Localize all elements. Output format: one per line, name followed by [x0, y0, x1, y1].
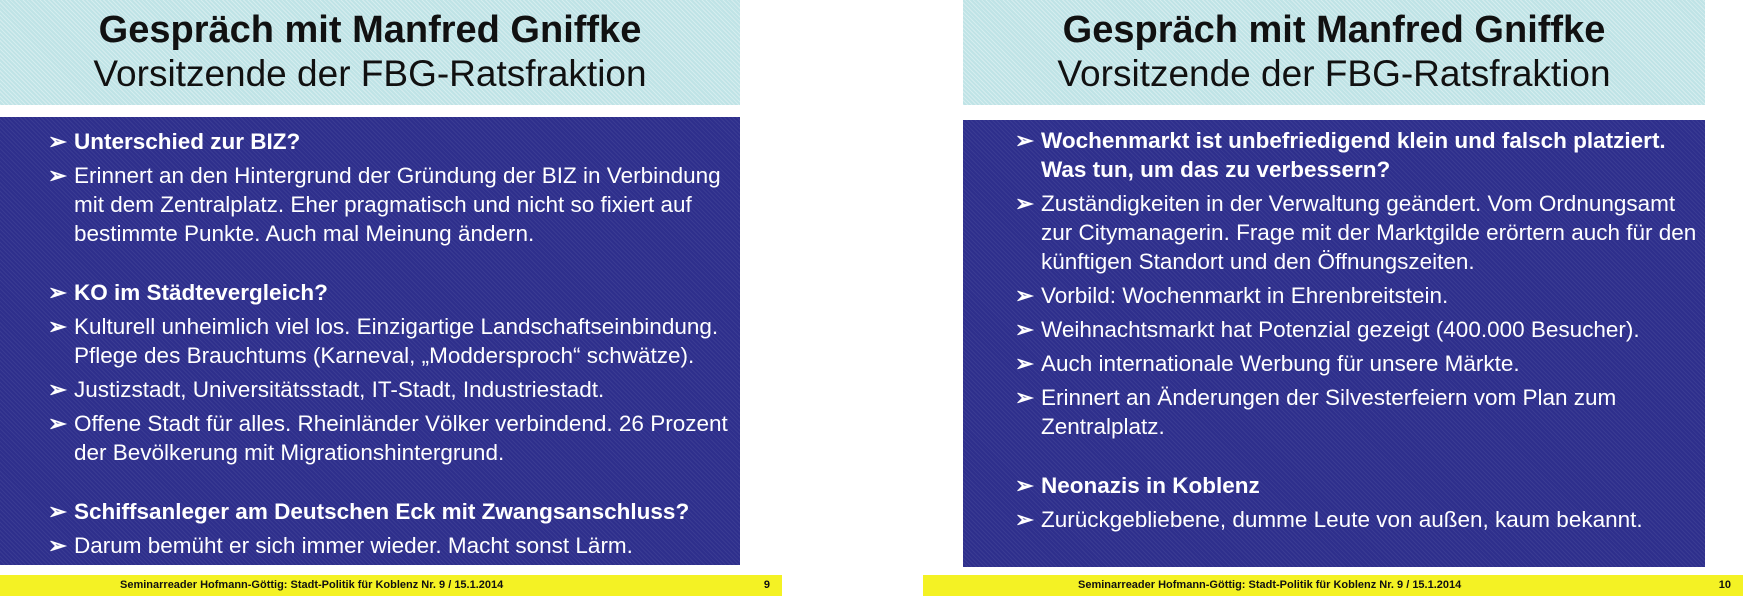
slide-header [963, 0, 1705, 105]
bullet-text: Vorbild: Wochenmarkt in Ehrenbreitstein. [1041, 283, 1449, 308]
arrow-bullet-icon: ➢ [48, 314, 67, 339]
arrow-bullet-icon: ➢ [1015, 283, 1034, 308]
arrow-bullet-icon: ➢ [48, 280, 67, 305]
bullet-text: Zuständigkeiten in der Verwaltung geändert. Vom Ordnungsamt zur Citymanagerin. Frage mit der Marktgilde erörtern auch für den künftigen Standort und den Öffnungszeiten. [1041, 191, 1697, 274]
bullet-text: Erinnert an den Hintergrund der Gründung der BIZ in Verbindung mit dem Zentralplatz. Eher pragmatisch und nicht so fixiert auf bestimmte Punkte. Auch mal Meinung ändern. [74, 163, 721, 246]
arrow-bullet-icon: ➢ [1015, 473, 1034, 498]
arrow-bullet-icon: ➢ [1015, 317, 1034, 342]
bullet-item [1015, 349, 1705, 378]
bullet-text: Erinnert an Änderungen der Silvesterfeiern vom Plan zum Zentralplatz. [1041, 385, 1617, 439]
bullet-item [48, 497, 740, 526]
page-number: 9 [763, 579, 770, 591]
page-number: 10 [1718, 579, 1731, 591]
arrow-bullet-icon: ➢ [1015, 191, 1034, 216]
bullet-item [1015, 315, 1705, 344]
arrow-bullet-icon: ➢ [1015, 128, 1034, 153]
slide-title: Gespräch mit Manfred Gniffke [1062, 9, 1606, 51]
slide-content [963, 120, 1705, 567]
arrow-bullet-icon: ➢ [48, 499, 67, 524]
footer-text: Seminarreader Hofmann-Göttig: Stadt-Politik für Koblenz Nr. 9 / 15.1.2014 [120, 579, 504, 591]
bullet-item [48, 278, 740, 307]
arrow-bullet-icon: ➢ [48, 163, 67, 188]
arrow-bullet-icon: ➢ [48, 411, 67, 436]
bullet-item [1015, 505, 1705, 534]
slide-footer [923, 575, 1743, 596]
arrow-bullet-icon: ➢ [48, 377, 67, 402]
bullet-text: Neonazis in Koblenz [1041, 473, 1260, 498]
bullet-text: Darum bemüht er sich immer wieder. Macht sonst Lärm. [74, 533, 633, 558]
bullet-text: KO im Städtevergleich? [74, 280, 328, 305]
bullet-text: Offene Stadt für alles. Rheinländer Völker verbindend. 26 Prozent der Bevölkerung mit Migrationshintergrund. [74, 411, 728, 465]
bullet-item [48, 127, 740, 156]
bullet-item [48, 409, 740, 467]
arrow-bullet-icon: ➢ [48, 533, 67, 558]
bullet-item [48, 375, 740, 404]
bullet-text: Schiffsanleger am Deutschen Eck mit Zwangsanschluss? [74, 499, 690, 524]
bullet-text: Auch internationale Werbung für unsere Märkte. [1041, 351, 1520, 376]
arrow-bullet-icon: ➢ [1015, 385, 1034, 410]
arrow-bullet-icon: ➢ [48, 129, 67, 154]
slide-content [0, 117, 740, 565]
slide-subtitle: Vorsitzende der FBG-Ratsfraktion [1057, 53, 1611, 94]
bullet-text: Unterschied zur BIZ? [74, 129, 301, 154]
bullet-text: Zurückgebliebene, dumme Leute von außen, kaum bekannt. [1041, 507, 1643, 532]
bullet-item [48, 531, 740, 560]
bullet-item [1015, 383, 1705, 441]
bullet-text: Justizstadt, Universitätsstadt, IT-Stadt, Industriestadt. [74, 377, 605, 402]
bullet-item [1015, 126, 1705, 184]
bullet-text: Kulturell unheimlich viel los. Einzigartige Landschaftseinbindung. Pflege des Brauchtums (Karneval, „Moddersproch“ schwätze). [74, 314, 719, 368]
slide-footer [0, 575, 782, 596]
arrow-bullet-icon: ➢ [1015, 351, 1034, 376]
slide-subtitle: Vorsitzende der FBG-Ratsfraktion [93, 53, 647, 94]
bullet-item [1015, 281, 1705, 310]
bullet-item [1015, 189, 1705, 276]
arrow-bullet-icon: ➢ [1015, 507, 1034, 532]
bullet-item [1015, 471, 1705, 500]
slide-header [0, 0, 740, 105]
bullet-text: Weihnachtsmarkt hat Potenzial gezeigt (400.000 Besucher). [1041, 317, 1640, 342]
footer-text: Seminarreader Hofmann-Göttig: Stadt-Politik für Koblenz Nr. 9 / 15.1.2014 [1078, 579, 1462, 591]
bullet-item [48, 161, 740, 248]
slide-title: Gespräch mit Manfred Gniffke [98, 9, 642, 51]
bullet-item [48, 312, 740, 370]
bullet-text: Wochenmarkt ist unbefriedigend klein und falsch platziert. Was tun, um das zu verbessern? [1041, 128, 1666, 182]
slide-page-10 [873, 0, 1743, 596]
slide-page-9 [0, 0, 870, 596]
